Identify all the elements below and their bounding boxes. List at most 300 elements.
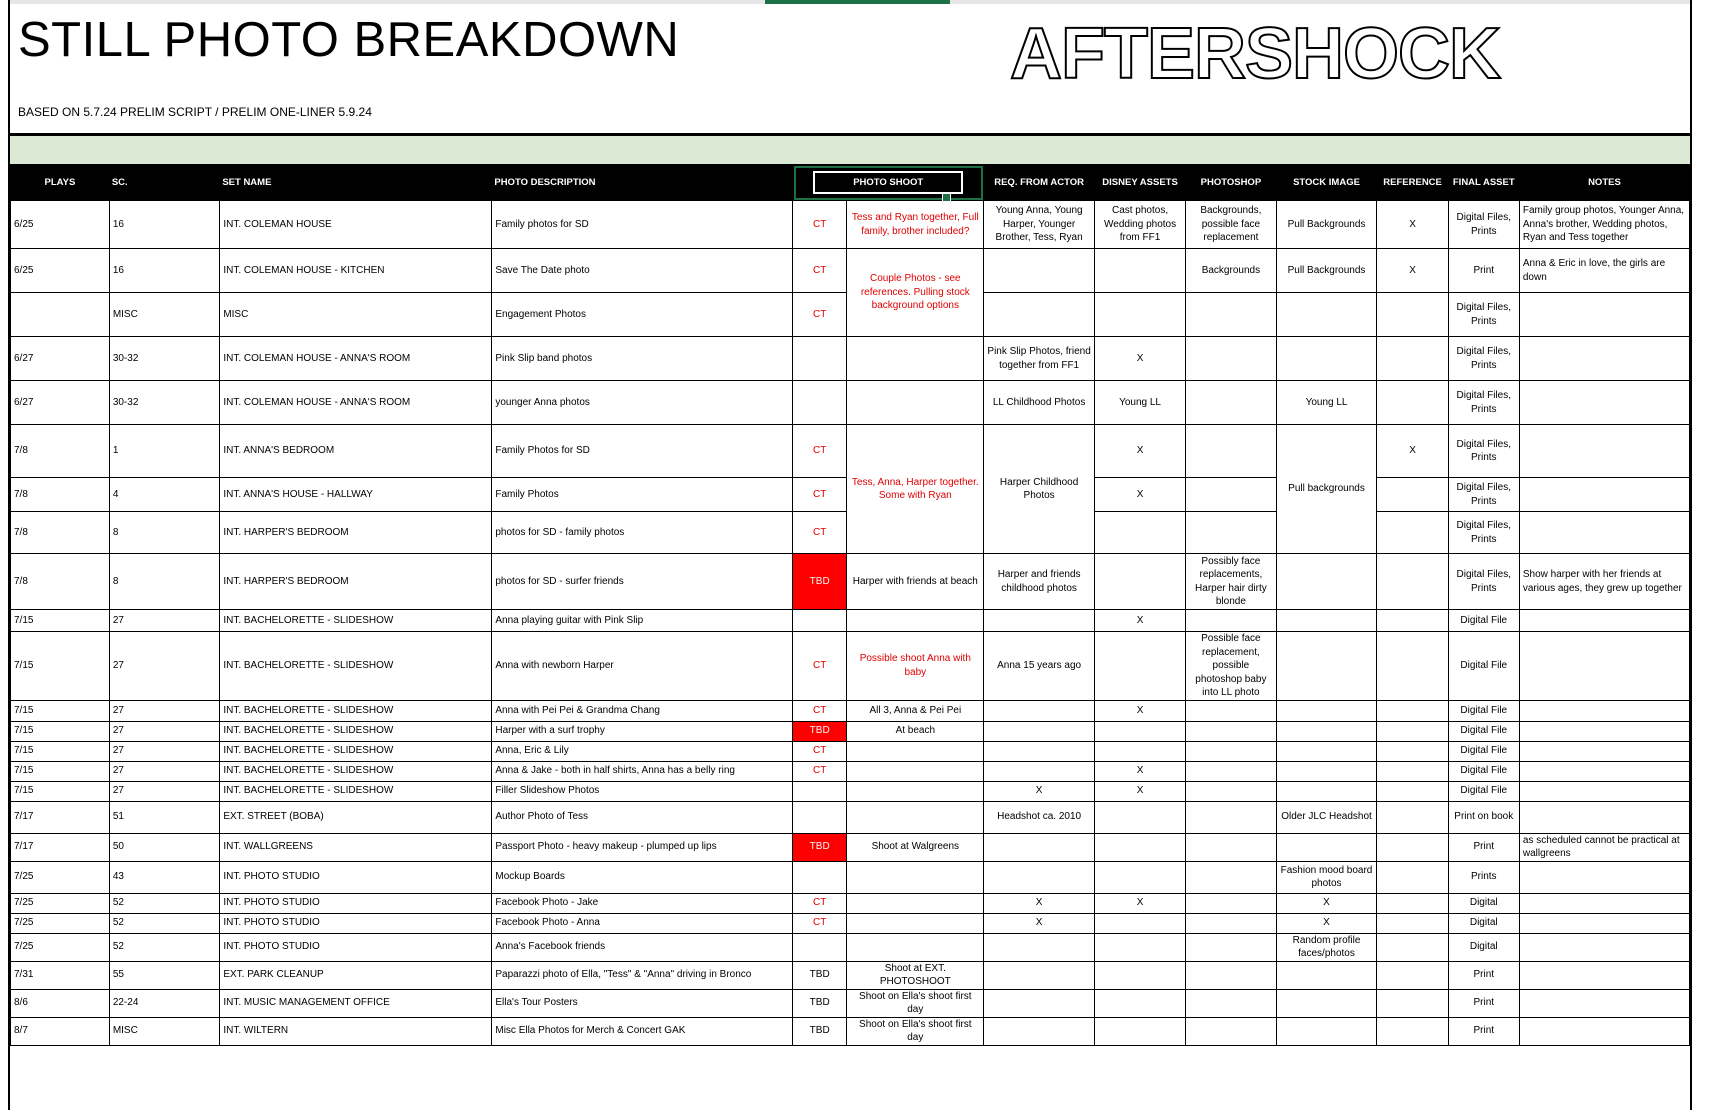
cell-photoshop[interactable]: Possible face replacement, possible photoshop baby into LL photo bbox=[1186, 632, 1276, 701]
cell-set[interactable]: INT. BACHELORETTE - SLIDESHOW bbox=[220, 781, 492, 801]
cell-desc[interactable]: Pink Slip band photos bbox=[492, 337, 793, 381]
cell-sc[interactable]: 52 bbox=[109, 933, 220, 961]
cell-photoshop[interactable] bbox=[1186, 337, 1276, 381]
cell-set[interactable]: INT. COLEMAN HOUSE - ANNA'S ROOM bbox=[220, 337, 492, 381]
cell-plays[interactable]: 7/25 bbox=[11, 893, 110, 913]
cell-status[interactable]: CT bbox=[793, 249, 847, 293]
cell-req[interactable]: Young Anna, Young Harper, Younger Brother, Tess, Ryan bbox=[984, 201, 1095, 249]
cell-sc[interactable]: MISC bbox=[109, 293, 220, 337]
cell-shoot[interactable]: Shoot at EXT. PHOTOSHOOT bbox=[847, 961, 984, 989]
cell-ref[interactable] bbox=[1377, 933, 1448, 961]
cell-photoshop[interactable] bbox=[1186, 425, 1276, 478]
cell-notes[interactable] bbox=[1519, 913, 1689, 933]
cell-req[interactable] bbox=[984, 741, 1095, 761]
cell-desc[interactable]: Family Photos bbox=[492, 478, 793, 512]
cell-status[interactable]: CT bbox=[793, 632, 847, 701]
cell-plays[interactable]: 7/8 bbox=[11, 554, 110, 610]
cell-plays[interactable]: 7/15 bbox=[11, 721, 110, 741]
cell-stock[interactable]: Pull backgrounds bbox=[1276, 425, 1377, 554]
cell-ref[interactable]: X bbox=[1377, 201, 1448, 249]
cell-stock[interactable] bbox=[1276, 761, 1377, 781]
cell-sc[interactable]: 4 bbox=[109, 478, 220, 512]
cell-desc[interactable]: Anna's Facebook friends bbox=[492, 933, 793, 961]
cell-final[interactable]: Digital bbox=[1448, 933, 1519, 961]
cell-disney[interactable]: X bbox=[1094, 761, 1185, 781]
cell-disney[interactable] bbox=[1094, 512, 1185, 554]
cell-desc[interactable]: younger Anna photos bbox=[492, 381, 793, 425]
cell-plays[interactable]: 7/25 bbox=[11, 933, 110, 961]
cell-set[interactable]: INT. WILTERN bbox=[220, 1017, 492, 1045]
cell-ref[interactable] bbox=[1377, 554, 1448, 610]
cell-req[interactable]: LL Childhood Photos bbox=[984, 381, 1095, 425]
cell-notes[interactable]: Family group photos, Younger Anna, Anna's brother, Wedding photos, Ryan and Tess together bbox=[1519, 201, 1689, 249]
cell-plays[interactable]: 8/7 bbox=[11, 1017, 110, 1045]
cell-disney[interactable] bbox=[1094, 861, 1185, 893]
cell-notes[interactable] bbox=[1519, 961, 1689, 989]
cell-desc[interactable]: Facebook Photo - Jake bbox=[492, 893, 793, 913]
cell-set[interactable]: INT. ANNA'S HOUSE - HALLWAY bbox=[220, 478, 492, 512]
cell-disney[interactable] bbox=[1094, 554, 1185, 610]
cell-disney[interactable]: X bbox=[1094, 700, 1185, 721]
cell-notes[interactable] bbox=[1519, 381, 1689, 425]
cell-set[interactable]: INT. BACHELORETTE - SLIDESHOW bbox=[220, 610, 492, 632]
cell-status[interactable] bbox=[793, 781, 847, 801]
cell-shoot[interactable] bbox=[847, 741, 984, 761]
cell-req[interactable]: Headshot ca. 2010 bbox=[984, 801, 1095, 833]
cell-set[interactable]: INT. PHOTO STUDIO bbox=[220, 933, 492, 961]
cell-sc[interactable]: 50 bbox=[109, 833, 220, 861]
cell-final[interactable]: Digital Files, Prints bbox=[1448, 201, 1519, 249]
cell-plays[interactable]: 6/27 bbox=[11, 337, 110, 381]
cell-sc[interactable]: 22-24 bbox=[109, 989, 220, 1017]
cell-plays[interactable]: 6/27 bbox=[11, 381, 110, 425]
cell-plays[interactable]: 7/17 bbox=[11, 833, 110, 861]
cell-plays[interactable]: 7/15 bbox=[11, 781, 110, 801]
cell-ref[interactable] bbox=[1377, 861, 1448, 893]
cell-photoshop[interactable] bbox=[1186, 700, 1276, 721]
cell-ref[interactable] bbox=[1377, 741, 1448, 761]
cell-notes[interactable]: as scheduled cannot be practical at wallgreens bbox=[1519, 833, 1689, 861]
cell-desc[interactable]: Anna, Eric & Lily bbox=[492, 741, 793, 761]
cell-photoshop[interactable] bbox=[1186, 741, 1276, 761]
cell-disney[interactable] bbox=[1094, 741, 1185, 761]
col-notes[interactable]: NOTES bbox=[1519, 165, 1689, 201]
cell-req[interactable]: X bbox=[984, 913, 1095, 933]
cell-status[interactable] bbox=[793, 933, 847, 961]
cell-stock[interactable] bbox=[1276, 610, 1377, 632]
cell-photoshop[interactable] bbox=[1186, 833, 1276, 861]
cell-disney[interactable]: X bbox=[1094, 893, 1185, 913]
cell-set[interactable]: INT. PHOTO STUDIO bbox=[220, 861, 492, 893]
cell-stock[interactable]: X bbox=[1276, 913, 1377, 933]
cell-photoshop[interactable] bbox=[1186, 801, 1276, 833]
cell-notes[interactable]: Show harper with her friends at various ages, they grew up together bbox=[1519, 554, 1689, 610]
cell-ref[interactable]: X bbox=[1377, 249, 1448, 293]
cell-desc[interactable]: Paparazzi photo of Ella, "Tess" & "Anna" driving in Bronco bbox=[492, 961, 793, 989]
cell-stock[interactable] bbox=[1276, 293, 1377, 337]
cell-sc[interactable]: 1 bbox=[109, 425, 220, 478]
cell-req[interactable] bbox=[984, 833, 1095, 861]
cell-status[interactable]: CT bbox=[793, 913, 847, 933]
cell-set[interactable]: INT. HARPER'S BEDROOM bbox=[220, 554, 492, 610]
cell-disney[interactable]: X bbox=[1094, 610, 1185, 632]
col-photoshop[interactable]: PHOTOSHOP bbox=[1186, 165, 1276, 201]
cell-set[interactable]: INT. HARPER'S BEDROOM bbox=[220, 512, 492, 554]
cell-set[interactable]: INT. MUSIC MANAGEMENT OFFICE bbox=[220, 989, 492, 1017]
cell-req[interactable] bbox=[984, 700, 1095, 721]
cell-final[interactable]: Print bbox=[1448, 249, 1519, 293]
cell-ref[interactable] bbox=[1377, 610, 1448, 632]
cell-ref[interactable] bbox=[1377, 293, 1448, 337]
cell-shoot[interactable] bbox=[847, 933, 984, 961]
cell-req[interactable] bbox=[984, 861, 1095, 893]
cell-final[interactable]: Digital Files, Prints bbox=[1448, 381, 1519, 425]
col-photo-description[interactable]: PHOTO DESCRIPTION bbox=[492, 165, 793, 201]
cell-shoot[interactable]: At beach bbox=[847, 721, 984, 741]
cell-set[interactable]: INT. COLEMAN HOUSE - KITCHEN bbox=[220, 249, 492, 293]
cell-req[interactable]: Harper and friends childhood photos bbox=[984, 554, 1095, 610]
cell-shoot[interactable] bbox=[847, 337, 984, 381]
cell-disney[interactable]: Cast photos, Wedding photos from FF1 bbox=[1094, 201, 1185, 249]
cell-disney[interactable]: X bbox=[1094, 425, 1185, 478]
cell-set[interactable]: INT. BACHELORETTE - SLIDESHOW bbox=[220, 721, 492, 741]
cell-notes[interactable] bbox=[1519, 632, 1689, 701]
cell-set[interactable]: EXT. PARK CLEANUP bbox=[220, 961, 492, 989]
cell-plays[interactable] bbox=[11, 293, 110, 337]
cell-req[interactable]: X bbox=[984, 781, 1095, 801]
cell-photoshop[interactable] bbox=[1186, 933, 1276, 961]
cell-photoshop[interactable] bbox=[1186, 1017, 1276, 1045]
cell-notes[interactable] bbox=[1519, 861, 1689, 893]
cell-set[interactable]: INT. WALLGREENS bbox=[220, 833, 492, 861]
cell-sc[interactable]: 52 bbox=[109, 913, 220, 933]
cell-ref[interactable]: X bbox=[1377, 425, 1448, 478]
col-photo-shoot[interactable] bbox=[793, 165, 984, 201]
cell-shoot[interactable] bbox=[847, 913, 984, 933]
cell-status[interactable]: TBD bbox=[793, 833, 847, 861]
cell-shoot[interactable]: Shoot at Walgreens bbox=[847, 833, 984, 861]
cell-notes[interactable]: Anna & Eric in love, the girls are down bbox=[1519, 249, 1689, 293]
cell-final[interactable]: Digital File bbox=[1448, 741, 1519, 761]
cell-shoot[interactable] bbox=[847, 381, 984, 425]
cell-ref[interactable] bbox=[1377, 721, 1448, 741]
cell-stock[interactable] bbox=[1276, 721, 1377, 741]
cell-stock[interactable]: Fashion mood board photos bbox=[1276, 861, 1377, 893]
cell-shoot[interactable]: Shoot on Ella's shoot first day bbox=[847, 989, 984, 1017]
cell-final[interactable]: Digital Files, Prints bbox=[1448, 478, 1519, 512]
cell-notes[interactable] bbox=[1519, 425, 1689, 478]
cell-sc[interactable]: 27 bbox=[109, 781, 220, 801]
cell-status[interactable] bbox=[793, 610, 847, 632]
cell-final[interactable]: Print bbox=[1448, 833, 1519, 861]
cell-status[interactable] bbox=[793, 337, 847, 381]
cell-final[interactable]: Print bbox=[1448, 989, 1519, 1017]
cell-shoot[interactable]: Harper with friends at beach bbox=[847, 554, 984, 610]
cell-stock[interactable]: Young LL bbox=[1276, 381, 1377, 425]
cell-photoshop[interactable]: Backgrounds bbox=[1186, 249, 1276, 293]
cell-sc[interactable]: 27 bbox=[109, 761, 220, 781]
cell-req[interactable]: Pink Slip Photos, friend together from FF1 bbox=[984, 337, 1095, 381]
cell-shoot[interactable]: Couple Photos - see references. Pulling stock background options bbox=[847, 249, 984, 337]
col-final-asset[interactable]: FINAL ASSET bbox=[1448, 165, 1519, 201]
cell-photoshop[interactable] bbox=[1186, 913, 1276, 933]
cell-desc[interactable]: Filler Slideshow Photos bbox=[492, 781, 793, 801]
cell-req[interactable] bbox=[984, 249, 1095, 293]
cell-stock[interactable] bbox=[1276, 741, 1377, 761]
cell-disney[interactable] bbox=[1094, 913, 1185, 933]
cell-desc[interactable]: Anna & Jake - both in half shirts, Anna has a belly ring bbox=[492, 761, 793, 781]
cell-ref[interactable] bbox=[1377, 801, 1448, 833]
cell-set[interactable]: INT. PHOTO STUDIO bbox=[220, 893, 492, 913]
cell-photoshop[interactable] bbox=[1186, 781, 1276, 801]
cell-final[interactable]: Print on book bbox=[1448, 801, 1519, 833]
cell-stock[interactable] bbox=[1276, 833, 1377, 861]
cell-desc[interactable]: Anna playing guitar with Pink Slip bbox=[492, 610, 793, 632]
cell-notes[interactable] bbox=[1519, 989, 1689, 1017]
cell-stock[interactable] bbox=[1276, 961, 1377, 989]
cell-shoot[interactable] bbox=[847, 781, 984, 801]
cell-plays[interactable]: 7/15 bbox=[11, 741, 110, 761]
cell-final[interactable]: Digital File bbox=[1448, 781, 1519, 801]
cell-disney[interactable] bbox=[1094, 293, 1185, 337]
col-reference[interactable]: REFERENCE bbox=[1377, 165, 1448, 201]
cell-status[interactable]: TBD bbox=[793, 721, 847, 741]
cell-req[interactable]: X bbox=[984, 893, 1095, 913]
cell-disney[interactable]: X bbox=[1094, 781, 1185, 801]
cell-plays[interactable]: 8/6 bbox=[11, 989, 110, 1017]
cell-notes[interactable] bbox=[1519, 721, 1689, 741]
cell-status[interactable]: CT bbox=[793, 741, 847, 761]
cell-status[interactable] bbox=[793, 381, 847, 425]
cell-req[interactable] bbox=[984, 1017, 1095, 1045]
cell-photoshop[interactable] bbox=[1186, 610, 1276, 632]
cell-desc[interactable]: Family photos for SD bbox=[492, 201, 793, 249]
cell-status[interactable]: TBD bbox=[793, 961, 847, 989]
cell-photoshop[interactable] bbox=[1186, 293, 1276, 337]
cell-req[interactable] bbox=[984, 293, 1095, 337]
cell-disney[interactable] bbox=[1094, 801, 1185, 833]
cell-status[interactable]: CT bbox=[793, 201, 847, 249]
cell-desc[interactable]: Save The Date photo bbox=[492, 249, 793, 293]
cell-set[interactable]: INT. BACHELORETTE - SLIDESHOW bbox=[220, 700, 492, 721]
cell-plays[interactable]: 6/25 bbox=[11, 201, 110, 249]
cell-shoot[interactable] bbox=[847, 893, 984, 913]
cell-desc[interactable]: Mockup Boards bbox=[492, 861, 793, 893]
cell-shoot[interactable] bbox=[847, 610, 984, 632]
cell-set[interactable]: INT. BACHELORETTE - SLIDESHOW bbox=[220, 741, 492, 761]
selection-fill-handle[interactable] bbox=[942, 193, 951, 202]
cell-set[interactable]: INT. BACHELORETTE - SLIDESHOW bbox=[220, 632, 492, 701]
cell-req[interactable]: Harper Childhood Photos bbox=[984, 425, 1095, 554]
cell-desc[interactable]: Passport Photo - heavy makeup - plumped up lips bbox=[492, 833, 793, 861]
cell-plays[interactable]: 7/25 bbox=[11, 913, 110, 933]
cell-plays[interactable]: 7/17 bbox=[11, 801, 110, 833]
cell-stock[interactable] bbox=[1276, 700, 1377, 721]
cell-ref[interactable] bbox=[1377, 761, 1448, 781]
col-set-name[interactable]: SET NAME bbox=[220, 165, 492, 201]
cell-desc[interactable]: Anna with newborn Harper bbox=[492, 632, 793, 701]
cell-sc[interactable]: 27 bbox=[109, 632, 220, 701]
cell-photoshop[interactable] bbox=[1186, 721, 1276, 741]
cell-status[interactable]: TBD bbox=[793, 989, 847, 1017]
cell-notes[interactable] bbox=[1519, 700, 1689, 721]
cell-desc[interactable]: Facebook Photo - Anna bbox=[492, 913, 793, 933]
cell-desc[interactable]: Family Photos for SD bbox=[492, 425, 793, 478]
cell-sc[interactable]: 30-32 bbox=[109, 337, 220, 381]
cell-stock[interactable]: Pull Backgrounds bbox=[1276, 201, 1377, 249]
cell-sc[interactable]: MISC bbox=[109, 1017, 220, 1045]
cell-notes[interactable] bbox=[1519, 741, 1689, 761]
cell-plays[interactable]: 7/15 bbox=[11, 610, 110, 632]
cell-status[interactable] bbox=[793, 861, 847, 893]
cell-photoshop[interactable] bbox=[1186, 989, 1276, 1017]
cell-stock[interactable] bbox=[1276, 1017, 1377, 1045]
cell-disney[interactable]: X bbox=[1094, 478, 1185, 512]
cell-stock[interactable] bbox=[1276, 989, 1377, 1017]
cell-desc[interactable]: Engagement Photos bbox=[492, 293, 793, 337]
cell-sc[interactable]: 30-32 bbox=[109, 381, 220, 425]
cell-set[interactable]: EXT. STREET (BOBA) bbox=[220, 801, 492, 833]
cell-ref[interactable] bbox=[1377, 893, 1448, 913]
cell-ref[interactable] bbox=[1377, 381, 1448, 425]
cell-disney[interactable] bbox=[1094, 989, 1185, 1017]
cell-shoot[interactable] bbox=[847, 801, 984, 833]
cell-final[interactable]: Digital Files, Prints bbox=[1448, 425, 1519, 478]
cell-final[interactable]: Print bbox=[1448, 1017, 1519, 1045]
cell-final[interactable]: Digital Files, Prints bbox=[1448, 337, 1519, 381]
cell-status[interactable]: CT bbox=[793, 293, 847, 337]
cell-desc[interactable]: photos for SD - family photos bbox=[492, 512, 793, 554]
cell-status[interactable]: TBD bbox=[793, 554, 847, 610]
cell-set[interactable]: INT. PHOTO STUDIO bbox=[220, 913, 492, 933]
cell-notes[interactable] bbox=[1519, 512, 1689, 554]
cell-final[interactable]: Digital Files, Prints bbox=[1448, 554, 1519, 610]
cell-ref[interactable] bbox=[1377, 632, 1448, 701]
cell-ref[interactable] bbox=[1377, 700, 1448, 721]
cell-stock[interactable] bbox=[1276, 337, 1377, 381]
cell-shoot[interactable]: Shoot on Ella's shoot first day bbox=[847, 1017, 984, 1045]
cell-final[interactable]: Print bbox=[1448, 961, 1519, 989]
cell-req[interactable] bbox=[984, 721, 1095, 741]
cell-notes[interactable] bbox=[1519, 478, 1689, 512]
cell-notes[interactable] bbox=[1519, 293, 1689, 337]
cell-plays[interactable]: 7/8 bbox=[11, 478, 110, 512]
cell-plays[interactable]: 7/8 bbox=[11, 512, 110, 554]
cell-disney[interactable] bbox=[1094, 1017, 1185, 1045]
cell-plays[interactable]: 7/15 bbox=[11, 761, 110, 781]
cell-status[interactable]: CT bbox=[793, 512, 847, 554]
cell-desc[interactable]: Misc Ella Photos for Merch & Concert GAK bbox=[492, 1017, 793, 1045]
cell-status[interactable]: CT bbox=[793, 893, 847, 913]
cell-desc[interactable]: photos for SD - surfer friends bbox=[492, 554, 793, 610]
cell-final[interactable]: Digital File bbox=[1448, 632, 1519, 701]
cell-set[interactable]: INT. BACHELORETTE - SLIDESHOW bbox=[220, 761, 492, 781]
cell-status[interactable]: CT bbox=[793, 700, 847, 721]
cell-ref[interactable] bbox=[1377, 989, 1448, 1017]
col-plays[interactable]: PLAYS bbox=[11, 165, 110, 201]
cell-photoshop[interactable] bbox=[1186, 381, 1276, 425]
cell-plays[interactable]: 7/31 bbox=[11, 961, 110, 989]
cell-ref[interactable] bbox=[1377, 913, 1448, 933]
cell-sc[interactable]: 8 bbox=[109, 554, 220, 610]
cell-req[interactable]: Anna 15 years ago bbox=[984, 632, 1095, 701]
cell-stock[interactable]: Older JLC Headshot bbox=[1276, 801, 1377, 833]
cell-set[interactable]: INT. COLEMAN HOUSE bbox=[220, 201, 492, 249]
cell-desc[interactable]: Harper with a surf trophy bbox=[492, 721, 793, 741]
cell-disney[interactable] bbox=[1094, 721, 1185, 741]
cell-plays[interactable]: 7/15 bbox=[11, 632, 110, 701]
cell-disney[interactable] bbox=[1094, 933, 1185, 961]
cell-set[interactable]: INT. COLEMAN HOUSE - ANNA'S ROOM bbox=[220, 381, 492, 425]
cell-ref[interactable] bbox=[1377, 1017, 1448, 1045]
cell-shoot[interactable]: Tess and Ryan together, Full family, brother included? bbox=[847, 201, 984, 249]
cell-sc[interactable]: 55 bbox=[109, 961, 220, 989]
cell-status[interactable]: CT bbox=[793, 761, 847, 781]
col-sc[interactable]: SC. bbox=[109, 165, 220, 201]
cell-status[interactable] bbox=[793, 801, 847, 833]
cell-notes[interactable] bbox=[1519, 801, 1689, 833]
cell-plays[interactable]: 7/8 bbox=[11, 425, 110, 478]
cell-disney[interactable] bbox=[1094, 632, 1185, 701]
cell-shoot[interactable]: All 3, Anna & Pei Pei bbox=[847, 700, 984, 721]
cell-disney[interactable]: X bbox=[1094, 337, 1185, 381]
cell-req[interactable] bbox=[984, 989, 1095, 1017]
col-req-from-actor[interactable]: REQ. FROM ACTOR bbox=[984, 165, 1095, 201]
cell-plays[interactable]: 7/15 bbox=[11, 700, 110, 721]
cell-disney[interactable] bbox=[1094, 833, 1185, 861]
cell-notes[interactable] bbox=[1519, 781, 1689, 801]
cell-set[interactable]: MISC bbox=[220, 293, 492, 337]
cell-req[interactable] bbox=[984, 761, 1095, 781]
cell-photoshop[interactable]: Possibly face replacements, Harper hair dirty blonde bbox=[1186, 554, 1276, 610]
cell-sc[interactable]: 27 bbox=[109, 721, 220, 741]
cell-status[interactable]: CT bbox=[793, 425, 847, 478]
cell-final[interactable]: Digital File bbox=[1448, 761, 1519, 781]
cell-req[interactable] bbox=[984, 610, 1095, 632]
cell-disney[interactable] bbox=[1094, 961, 1185, 989]
cell-desc[interactable]: Anna with Pei Pei & Grandma Chang bbox=[492, 700, 793, 721]
cell-ref[interactable] bbox=[1377, 833, 1448, 861]
cell-shoot[interactable]: Tess, Anna, Harper together. Some with Ryan bbox=[847, 425, 984, 554]
cell-ref[interactable] bbox=[1377, 337, 1448, 381]
cell-plays[interactable]: 7/25 bbox=[11, 861, 110, 893]
cell-final[interactable]: Digital File bbox=[1448, 610, 1519, 632]
cell-status[interactable]: TBD bbox=[793, 1017, 847, 1045]
cell-photoshop[interactable] bbox=[1186, 478, 1276, 512]
cell-stock[interactable] bbox=[1276, 632, 1377, 701]
cell-photoshop[interactable] bbox=[1186, 861, 1276, 893]
cell-shoot[interactable] bbox=[847, 861, 984, 893]
cell-sc[interactable]: 52 bbox=[109, 893, 220, 913]
cell-final[interactable]: Digital File bbox=[1448, 700, 1519, 721]
cell-final[interactable]: Digital bbox=[1448, 913, 1519, 933]
cell-stock[interactable] bbox=[1276, 781, 1377, 801]
cell-notes[interactable] bbox=[1519, 893, 1689, 913]
cell-notes[interactable] bbox=[1519, 610, 1689, 632]
cell-disney[interactable]: Young LL bbox=[1094, 381, 1185, 425]
cell-final[interactable]: Digital bbox=[1448, 893, 1519, 913]
cell-set[interactable]: INT. ANNA'S BEDROOM bbox=[220, 425, 492, 478]
cell-sc[interactable]: 16 bbox=[109, 201, 220, 249]
col-stock-image[interactable]: STOCK IMAGE bbox=[1276, 165, 1377, 201]
cell-photoshop[interactable] bbox=[1186, 512, 1276, 554]
cell-sc[interactable]: 8 bbox=[109, 512, 220, 554]
cell-shoot[interactable] bbox=[847, 761, 984, 781]
cell-stock[interactable]: Pull Backgrounds bbox=[1276, 249, 1377, 293]
cell-notes[interactable] bbox=[1519, 933, 1689, 961]
cell-final[interactable]: Digital Files, Prints bbox=[1448, 293, 1519, 337]
cell-photoshop[interactable] bbox=[1186, 961, 1276, 989]
